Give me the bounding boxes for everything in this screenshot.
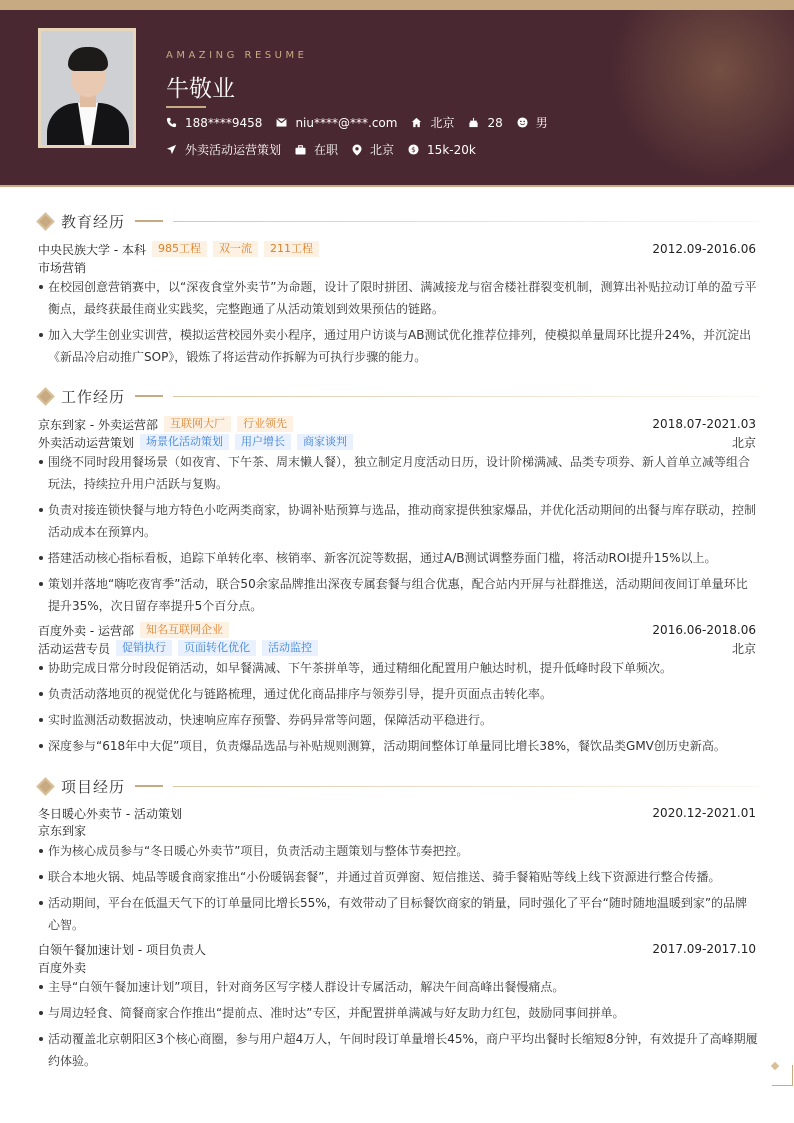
phone-text: 188****9458 xyxy=(185,115,263,130)
project-section-header xyxy=(38,777,758,795)
position-text: 外卖活动运营策划 xyxy=(185,143,282,157)
salary-item xyxy=(408,143,476,157)
email-text: niu****@***.com xyxy=(295,115,398,130)
project-date: 2017.09-2017.10 xyxy=(652,942,756,956)
company-tag: 行业领先 xyxy=(237,416,293,432)
phone-icon xyxy=(166,117,177,128)
header-divider xyxy=(0,185,794,187)
job-bullet: 搭建活动核心指标看板，追踪下单转化率、核销率、新客沉淀等数据，通过A/B测试调整券面门槛，将活动ROI提升15%以上。 xyxy=(38,547,758,569)
position-item xyxy=(166,141,281,158)
section-accent-line xyxy=(135,785,163,787)
section-divider xyxy=(173,221,758,222)
company-name: 京东到家 - 外卖运营部 xyxy=(38,417,158,432)
hometown-text: 北京 xyxy=(430,116,455,130)
job-city: 北京 xyxy=(731,435,756,450)
age-text: 28 xyxy=(487,115,503,130)
education-header-row xyxy=(38,241,756,257)
role-tag: 活动监控 xyxy=(262,640,318,656)
company-tag: 知名互联网企业 xyxy=(140,622,229,638)
education-major-row xyxy=(38,259,756,275)
resume-tagline: AMAZING RESUME xyxy=(166,50,308,61)
location-pin-icon xyxy=(352,144,362,156)
job-header-row xyxy=(38,622,756,638)
section-diamond-icon xyxy=(36,387,54,405)
job-bullet: 实时监测活动数据波动，快速响应库存预警、券码异常等问题，保障活动平稳进行。 xyxy=(38,709,758,731)
education-bullet: 加入大学生创业实训营，模拟运营校园外卖小程序，通过用户访谈与AB测试优化推荐位排列，使模拟单量周环比提升24%，并沉淀出《新品冷启动推广SOP》，锻炼了将运营动作拆解为可执行步骤的能力。 xyxy=(38,324,758,368)
gender-text: 男 xyxy=(535,116,548,130)
project-date: 2020.12-2021.01 xyxy=(652,806,756,820)
home-icon xyxy=(411,117,422,128)
education-date: 2012.09-2016.06 xyxy=(652,242,756,256)
role-tag: 页面转化优化 xyxy=(178,640,256,656)
age-item xyxy=(468,116,502,130)
section-diamond-icon xyxy=(36,777,54,795)
briefcase-icon xyxy=(295,145,306,155)
section-accent-line xyxy=(135,395,163,397)
job-bullet: 协助完成日常分时段促销活动，如早餐满减、下午茶拼单等，通过精细化配置用户触达时机，提升低峰时段下单频次。 xyxy=(38,657,758,679)
section-title: 工作经历 xyxy=(61,387,126,406)
project-org: 百度外卖 xyxy=(38,960,87,975)
job-bullet: 策划并落地“嗨吃夜宵季”活动，联合50余家品牌推出深夜专属套餐与组合优惠，配合站内开屏与社群推送，活动期间夜间订单量环比提升35%，次日留存率提升5个百分点。 xyxy=(38,573,758,617)
city-text: 北京 xyxy=(370,143,395,157)
project-org-row xyxy=(38,959,756,975)
contact-row xyxy=(166,114,562,131)
project-bullet: 作为核心成员参与“冬日暖心外卖节”项目，负责活动主题策划与整体节奏把控。 xyxy=(38,840,758,862)
section-title: 教育经历 xyxy=(61,212,126,231)
email-item xyxy=(276,116,397,130)
candidate-name: 牛敬业 xyxy=(166,76,235,102)
job-role: 外卖活动运营策划 xyxy=(38,435,135,450)
project-org: 京东到家 xyxy=(38,823,87,838)
send-icon xyxy=(166,144,177,155)
role-tag: 促销执行 xyxy=(116,640,172,656)
job-bullet: 负责活动落地页的视觉优化与链路梳理，通过优化商品排序与领券引导，提升页面点击转化率。 xyxy=(38,683,758,705)
section-title: 项目经历 xyxy=(61,777,126,796)
school-tag: 211工程 xyxy=(264,241,319,257)
project-bullet: 活动期间，平台在低温天气下的订单量同比增长55%，有效带动了目标餐饮商家的销量，同时强化了平台“随时随地温暖到家”的品牌心智。 xyxy=(38,892,758,936)
phone-item xyxy=(166,116,262,130)
intention-row xyxy=(166,141,490,158)
project-name: 白领午餐加速计划 - 项目负责人 xyxy=(38,942,206,957)
top-accent-strip xyxy=(0,0,794,10)
job-bullet: 围绕不同时段用餐场景（如夜宵、下午茶、周末懒人餐），独立制定月度活动日历，设计阶梯满减、品类专项券、新人首单立减等组合玩法，持续拉升用户活跃与复购。 xyxy=(38,451,758,495)
job-date: 2018.07-2021.03 xyxy=(652,417,756,431)
section-divider xyxy=(173,396,758,397)
education-bullet: 在校园创意营销赛中，以“深夜食堂外卖节”为命题，设计了限时拼团、满减接龙与宿舍楼社群裂变机制，测算出补贴拉动订单的盈亏平衡点，最终获最佳商业实践奖，完整跑通了从活动策划到效果预估的链路。 xyxy=(38,276,758,320)
school-tag: 985工程 xyxy=(152,241,207,257)
salary-text: 15k-20k xyxy=(427,142,476,157)
project-header-row xyxy=(38,941,756,957)
name-underline xyxy=(166,106,206,108)
education-section-header xyxy=(38,212,758,230)
job-bullet: 深度参与“618年中大促”项目，负责爆品选品与补贴规则测算，活动期间整体订单量同比增长38%，餐饮品类GMV创历史新高。 xyxy=(38,735,758,757)
job-header-row xyxy=(38,416,756,432)
money-icon xyxy=(408,144,419,155)
status-item xyxy=(295,141,338,158)
project-header-row xyxy=(38,805,756,821)
project-bullet: 联合本地火锅、炖品等暖食商家推出“小份暖锅套餐”，并通过首页弹窗、短信推送、骑手餐箱贴等线上线下资源进行整合传播。 xyxy=(38,866,758,888)
smile-icon xyxy=(517,117,528,128)
major: 市场营销 xyxy=(38,260,87,275)
profile-photo xyxy=(38,28,136,148)
role-tag: 用户增长 xyxy=(235,434,291,450)
work-section-header xyxy=(38,387,758,405)
cake-icon xyxy=(468,117,479,128)
gender-item xyxy=(517,114,548,131)
job-bullet: 负责对接连锁快餐与地方特色小吃两类商家，协调补贴预算与选品，推动商家提供独家爆品，并优化活动期间的出餐与库存联动，控制活动成本在预算内。 xyxy=(38,499,758,543)
city-item xyxy=(352,141,394,158)
role-tag: 商家谈判 xyxy=(297,434,353,450)
header-banner xyxy=(0,10,794,185)
company-tag: 互联网大厂 xyxy=(164,416,231,432)
job-date: 2016.06-2018.06 xyxy=(652,623,756,637)
section-accent-line xyxy=(135,220,163,222)
avatar xyxy=(41,31,133,145)
job-role-row xyxy=(38,640,756,656)
school-tag: 双一流 xyxy=(213,241,258,257)
project-bullet: 与周边轻食、简餐商家合作推出“提前点、准时达”专区，并配置拼单满减与好友助力红包，鼓励同事间拼单。 xyxy=(38,1002,758,1024)
school-name: 中央民族大学 - 本科 xyxy=(38,242,146,257)
project-bullet: 活动覆盖北京朝阳区3个核心商圈，参与用户超4万人，午间时段订单量增长45%，商户平均出餐时长缩短8分钟，有效提升了高峰期履约体验。 xyxy=(38,1028,758,1072)
section-diamond-icon xyxy=(36,212,54,230)
section-divider xyxy=(173,786,758,787)
project-bullet: 主导“白领午餐加速计划”项目，针对商务区写字楼人群设计专属活动，解决午间高峰出餐慢痛点。 xyxy=(38,976,758,998)
company-name: 百度外卖 - 运营部 xyxy=(38,623,134,638)
job-role: 活动运营专员 xyxy=(38,641,111,656)
project-org-row xyxy=(38,822,756,838)
job-city: 北京 xyxy=(731,641,756,656)
job-role-row xyxy=(38,434,756,450)
role-tag: 场景化活动策划 xyxy=(140,434,229,450)
svg-text:$: $ xyxy=(411,145,416,155)
hometown-item xyxy=(411,114,454,131)
status-text: 在职 xyxy=(314,143,339,157)
email-icon xyxy=(276,118,287,127)
project-name: 冬日暖心外卖节 - 活动策划 xyxy=(38,806,182,821)
